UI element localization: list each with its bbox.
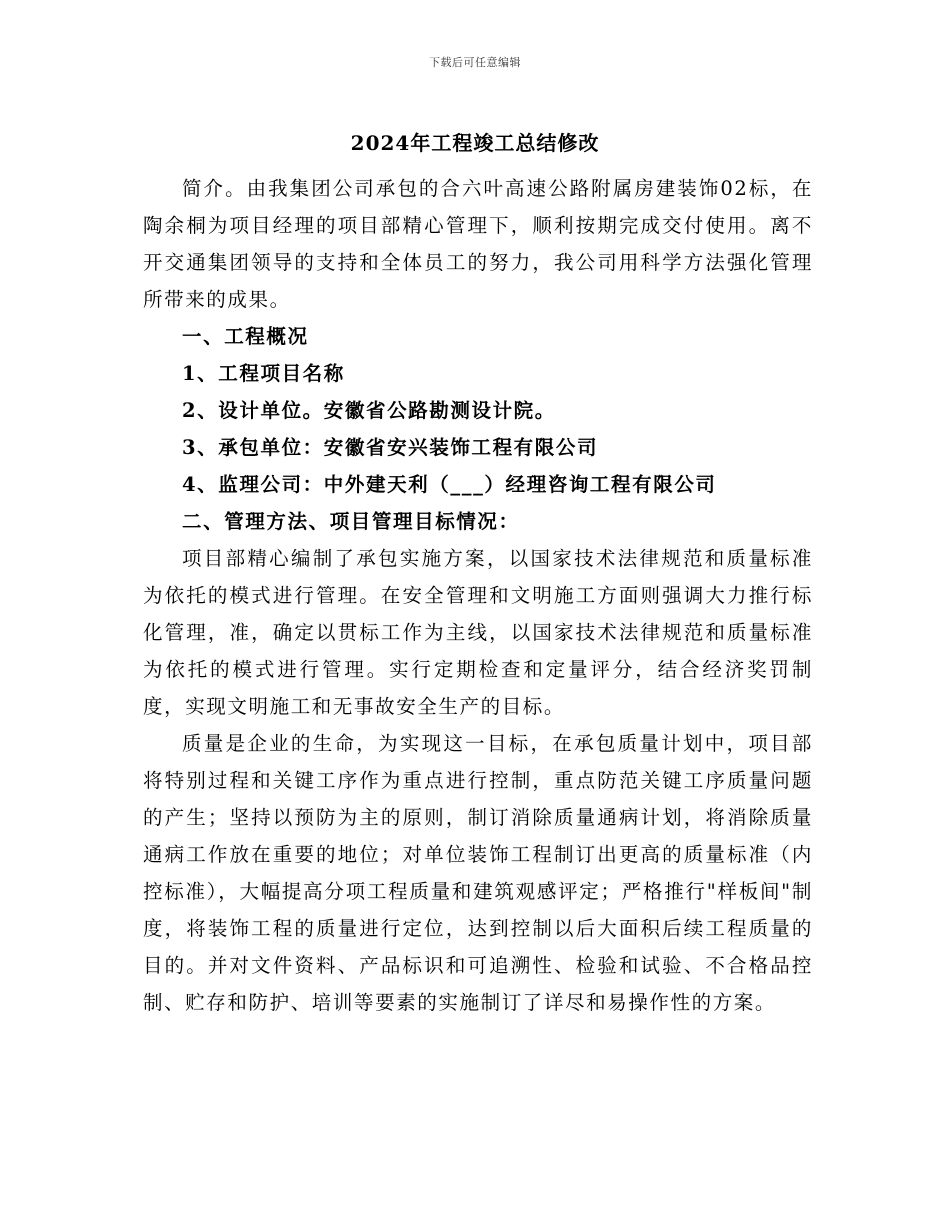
section-heading-management: 二、管理方法、项目管理目标情况： [182,510,520,533]
quality-paragraph: 质量是企业的生命，为实现这一目标，在承包质量计划中，项目部将特别过程和关键工序作为重点进行控制，重点防范关键工序质量问题的产生；坚持以预防为主的原则，制订消除质量通病计划，将消除质量通病工作放在重要的地位；对单位装饰工程制订出更高的质量标准（内控标准），大幅提高分项工程质量和建筑观感评定；严格推行"样板间"制度，将装饰工程的质量进行定位，达到控制以后大面积后续工程质量的目的。并对文件资料、产品标识和可追溯性、检验和试验、不合格品控制、贮存和防护、培训等要素的实施制订了详尽和易操作性的方案。 [143,732,813,1014]
page-header-note: 下载后可任意编辑 [429,56,521,69]
section-heading-overview: 一、工程概况 [182,325,309,348]
intro-paragraph: 简介。由我集团公司承包的合六叶高速公路附属房建装饰02标，在陶余桐为项目经理的项目部精心管理下，顺利按期完成交付使用。离不开交通集团领导的支持和全体员工的努力，我公司用科学方法强化管理所带来的成果。 [143,177,813,311]
list-item-supervisor: 4、监理公司：中外建天利（___）经理咨询工程有限公司 [182,473,717,496]
list-item-design-unit: 2、设计单位。安徽省公路勘测设计院。 [182,399,556,422]
list-item-project-name: 1、工程项目名称 [182,362,345,385]
document-body [143,170,813,1021]
document-title: 2024年工程竣工总结修改 [350,131,600,155]
list-item-contractor: 3、承包单位：安徽省安兴装饰工程有限公司 [182,436,599,459]
management-paragraph: 项目部精心编制了承包实施方案，以国家技术法律规范和质量标准为依托的模式进行管理。在安全管理和文明施工方面则强调大力推行标化管理，准，确定以贯标工作为主线，以国家技术法律规范和质量标准为依托的模式进行管理。实行定期检查和定量评分，结合经济奖罚制度，实现文明施工和无事故安全生产的目标。 [143,547,813,718]
